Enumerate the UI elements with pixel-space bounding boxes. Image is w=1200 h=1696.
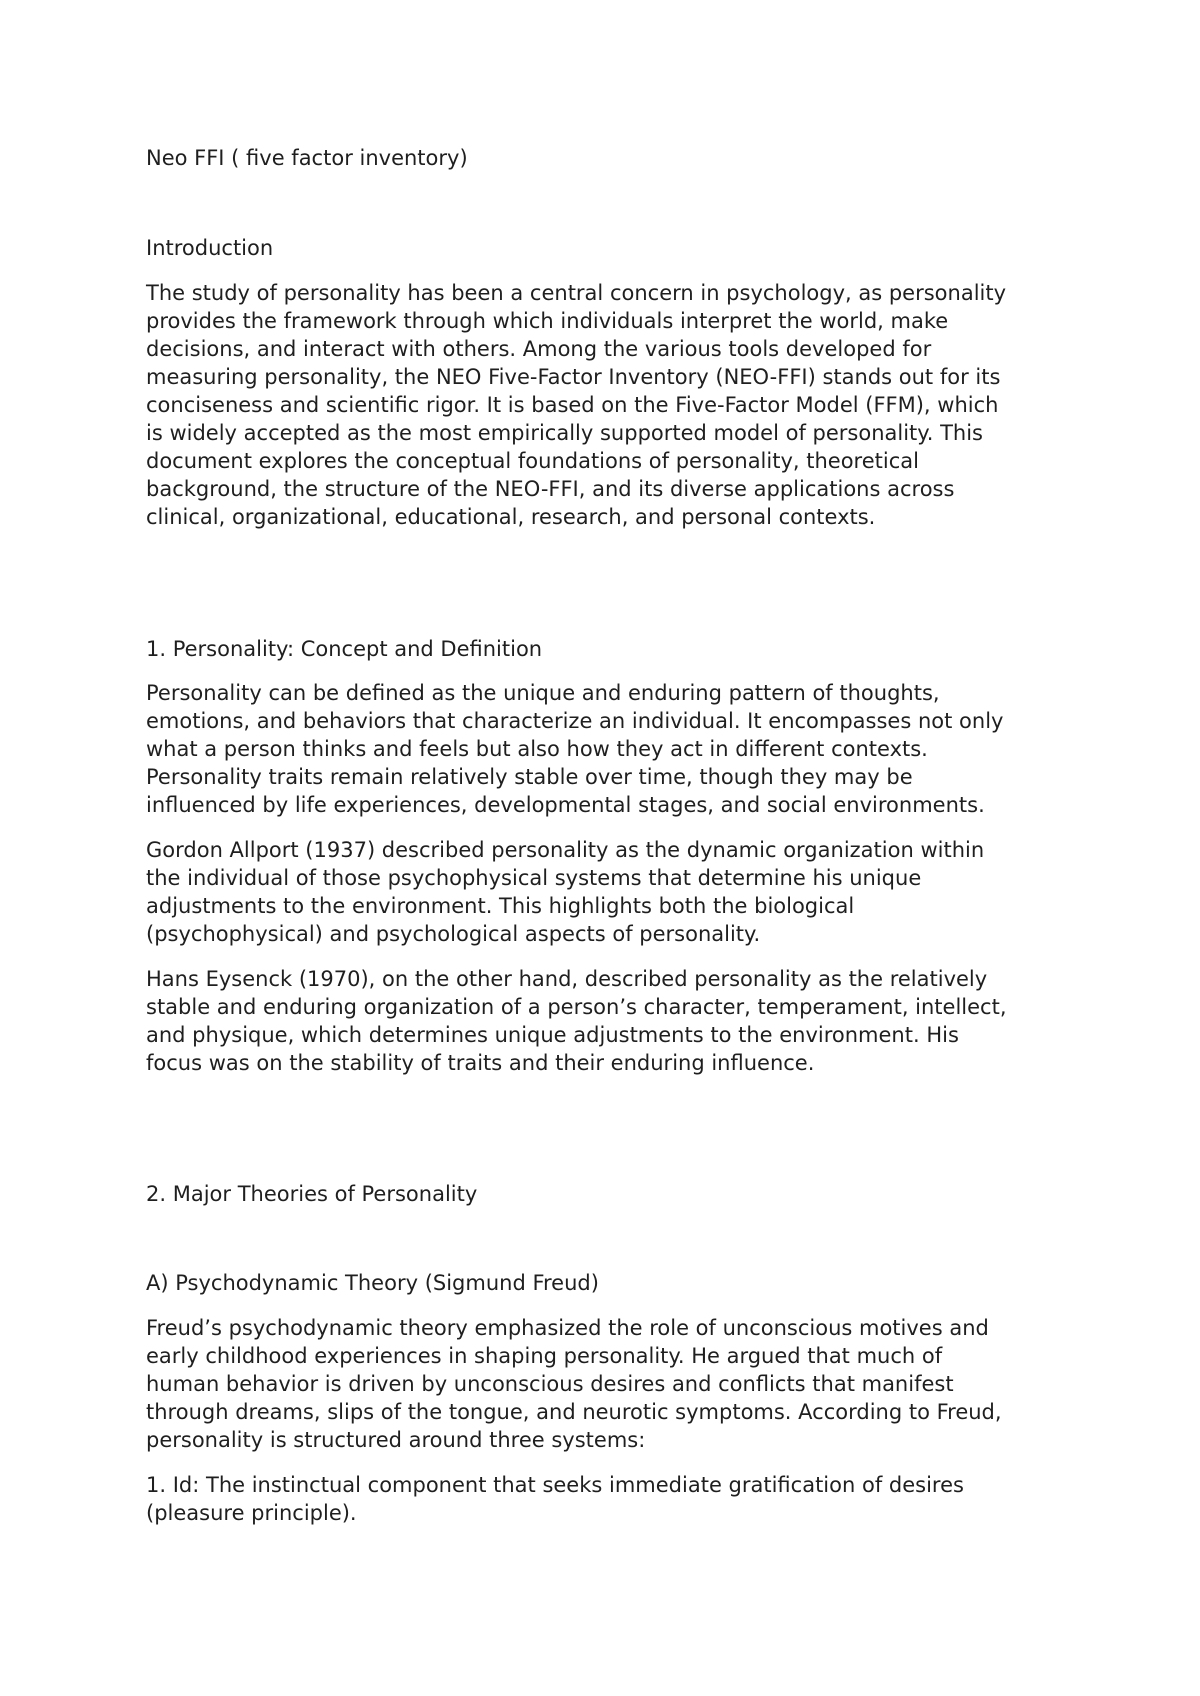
- intro-heading: Introduction: [146, 236, 274, 260]
- section2-heading: 2. Major Theories of Personality: [146, 1182, 478, 1206]
- section1-paragraph-2: Gordon Allport (1937) described personality as the dynamic organization within the individual of those psychophysical systems that determine his unique adjustments to the environment. This highlights both the biological (psychophysical) and psychological aspects of personality.: [146, 838, 985, 946]
- document-title: Neo FFI ( five factor inventory): [146, 146, 468, 170]
- list-item-id: 1. Id: The instinctual component that seeks immediate gratification of desires (pleasure principle).: [146, 1473, 964, 1525]
- intro-paragraph: The study of personality has been a central concern in psychology, as personality provides the framework through which individuals interpret the world, make decisions, and interact with others. Among the various tools developed for measuring personality, the NEO Five-Factor Inventory (NEO-FFI) stands out for its conciseness and scientific rigor. It is based on the Five-Factor Model (FFM), which is widely accepted as the most empirically supported model of personality. This document explores the conceptual foundations of personality, theoretical background, the structure of the NEO-FFI, and its diverse applications across clinical, organizational, educational, research, and personal contexts.: [146, 281, 1007, 529]
- subsection-a-paragraph: Freud’s psychodynamic theory emphasized the role of unconscious motives and early childhood experiences in shaping personality. He argued that much of human behavior is driven by unconscious desires and conflicts that manifest through dreams, slips of the tongue, and neurotic symptoms. According to Freud, personality is structured around three systems:: [146, 1316, 1002, 1452]
- section1-paragraph-1: Personality can be defined as the unique and enduring pattern of thoughts, emotions, and behaviors that characterize an individual. It encompasses not only what a person thinks and feels but also how they act in different contexts. Personality traits remain relatively stable over time, though they may be influenced by life experiences, developmental stages, and social environments.: [146, 681, 1004, 817]
- section1-paragraph-3: Hans Eysenck (1970), on the other hand, described personality as the relatively stable and enduring organization of a person’s character, temperament, intellect, and physique, which determines unique adjustments to the environment. His focus was on the stability of traits and their enduring influence.: [146, 967, 1007, 1075]
- subsection-a-heading: A) Psychodynamic Theory (Sigmund Freud): [146, 1271, 599, 1295]
- section1-heading: 1. Personality: Concept and Definition: [146, 637, 543, 661]
